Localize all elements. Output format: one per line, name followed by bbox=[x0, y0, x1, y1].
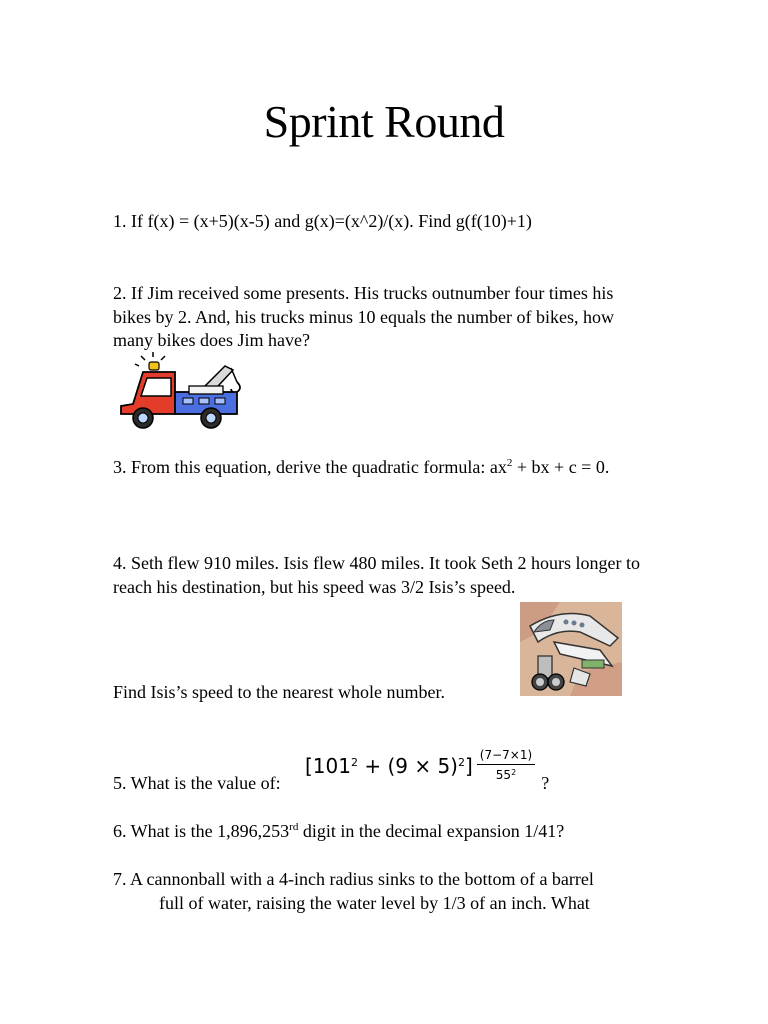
question-4-followup: Find Isis’s speed to the nearest whole number. bbox=[113, 682, 445, 702]
expr-den-sup: 2 bbox=[511, 768, 517, 777]
expr-close: ] bbox=[464, 754, 473, 778]
expr-den-base: 55 bbox=[495, 768, 512, 782]
question-3 bbox=[113, 456, 653, 480]
question-6-post: digit in the decimal expansion 1/41? bbox=[298, 821, 565, 841]
question-3-rest: + bx + c = 0. bbox=[512, 457, 610, 477]
airplane-image bbox=[520, 602, 622, 696]
question-7-line-1: 7. A cannonball with a 4-inch radius sinks to the bottom of a barrel bbox=[113, 869, 594, 889]
expr-sup-2: 2 bbox=[457, 756, 465, 769]
question-1: 1. If f(x) = (x+5)(x-5) and g(x)=(x^2)/(x). Find g(f(10)+1) bbox=[113, 211, 532, 231]
expr-mid: + (9 × 5) bbox=[357, 754, 458, 778]
expr-exponent-denominator bbox=[477, 765, 535, 782]
question-6-ordinal: rd bbox=[289, 821, 299, 833]
expr-sup-1: 2 bbox=[350, 756, 358, 769]
question-6 bbox=[113, 820, 653, 844]
expr-exponent-fraction bbox=[477, 748, 535, 782]
expr-base: [101 bbox=[305, 754, 351, 778]
question-5-label: 5. What is the value of: bbox=[113, 773, 281, 793]
question-3-superscript: 2 bbox=[506, 457, 513, 469]
expr-question-mark: ? bbox=[541, 773, 550, 793]
expr-exponent-numerator: (7−7×1) bbox=[477, 748, 535, 765]
question-2: 2. If Jim received some presents. His trucks outnumber four times his bikes by 2. And, his trucks minus 10 equals the number of bikes, how many bikes does Jim have? bbox=[113, 283, 614, 350]
question-7 bbox=[113, 868, 658, 915]
tow-truck-image bbox=[113, 352, 245, 432]
question-4: 4. Seth flew 910 miles. Isis flew 480 miles. It took Seth 2 hours longer to reach his destination, but his speed was 3/2 Isis’s speed. bbox=[113, 553, 640, 597]
question-7-line-2: full of water, raising the water level by 1/3 of an inch. What bbox=[159, 892, 590, 913]
question-5-expression bbox=[305, 748, 549, 794]
page-title: Sprint Round bbox=[263, 96, 505, 147]
question-3-text: 3. From this equation, derive the quadratic formula: ax bbox=[113, 457, 507, 477]
question-6-pre: 6. What is the 1,896,253 bbox=[113, 821, 290, 841]
